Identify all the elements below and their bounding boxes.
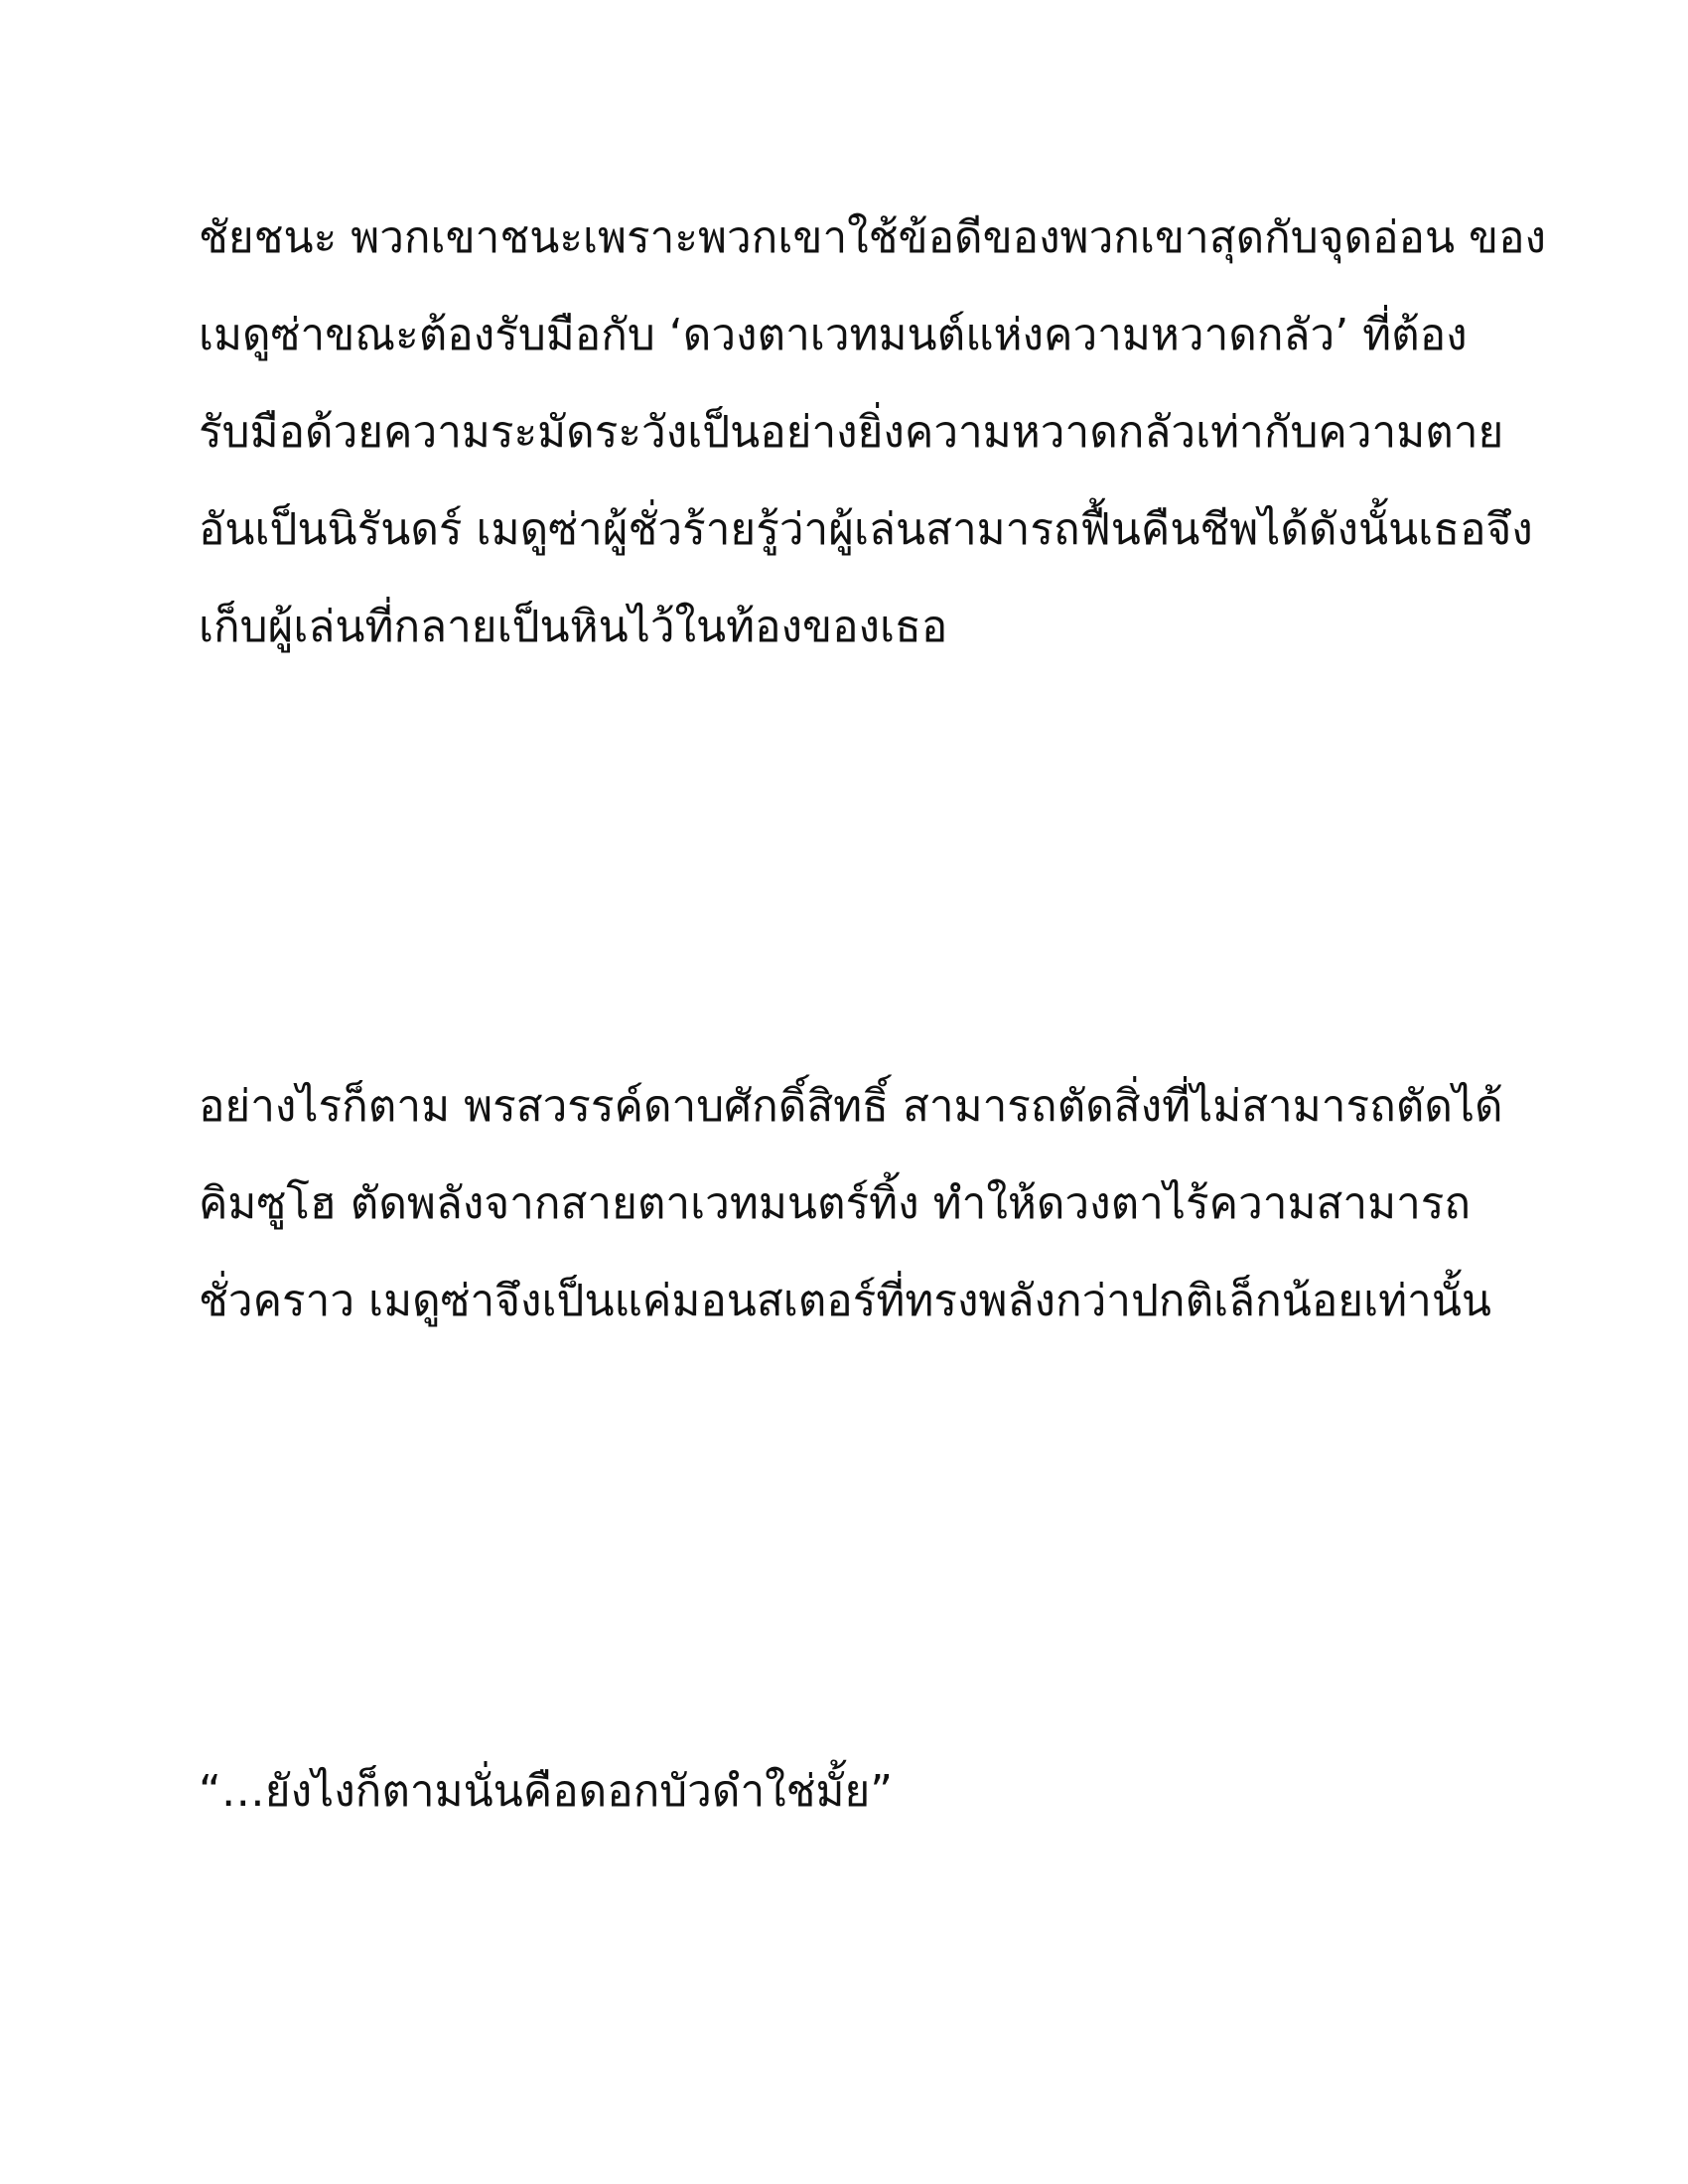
text-line: ชัยชนะ พวกเขาชนะเพราะพวกเขาใช้ข้อดีของพวกเขาสุดกับจุดอ่อน ของ — [199, 212, 1546, 263]
quote-line: “…ยังไงก็ตามนั่นคือดอกบัวดำใช่มั้ย” — [199, 1766, 894, 1817]
text-line: อย่างไรก็ตาม พรสวรรค์ดาบศักดิ์สิทธิ์ สามารถตัดสิ่งที่ไม่สามารถตัดได้ — [199, 1081, 1503, 1132]
text-line: รับมือด้วยความระมัดระวังเป็นอย่างยิ่งความหวาดกลัวเท่ากับความตาย — [199, 407, 1504, 458]
text-line: ชั่วคราว เมดูซ่าจึงเป็นแค่มอนสเตอร์ที่ทรงพลังกว่าปกติเล็กน้อยเท่านั้น — [199, 1276, 1491, 1326]
text-line: เมดูซ่าขณะต้องรับมือกับ ‘ดวงตาเวทมนต์แห่งความหวาดกลัว’ ที่ต้อง — [199, 310, 1468, 360]
text-line: คิมซูโฮ ตัดพลังจากสายตาเวทมนตร์ทิ้ง ทำให้ดวงตาไร้ความสามารถ — [199, 1178, 1472, 1229]
text-line: อันเป็นนิรันดร์ เมดูซ่าผู้ชั่วร้ายรู้ว่าผู้เล่นสามารถฟื้นคืนชีพได้ดังนั้นเธอจึง — [199, 504, 1533, 555]
text-line: เก็บผู้เล่นที่กลายเป็นหินไว้ในท้องของเธอ — [199, 602, 948, 652]
